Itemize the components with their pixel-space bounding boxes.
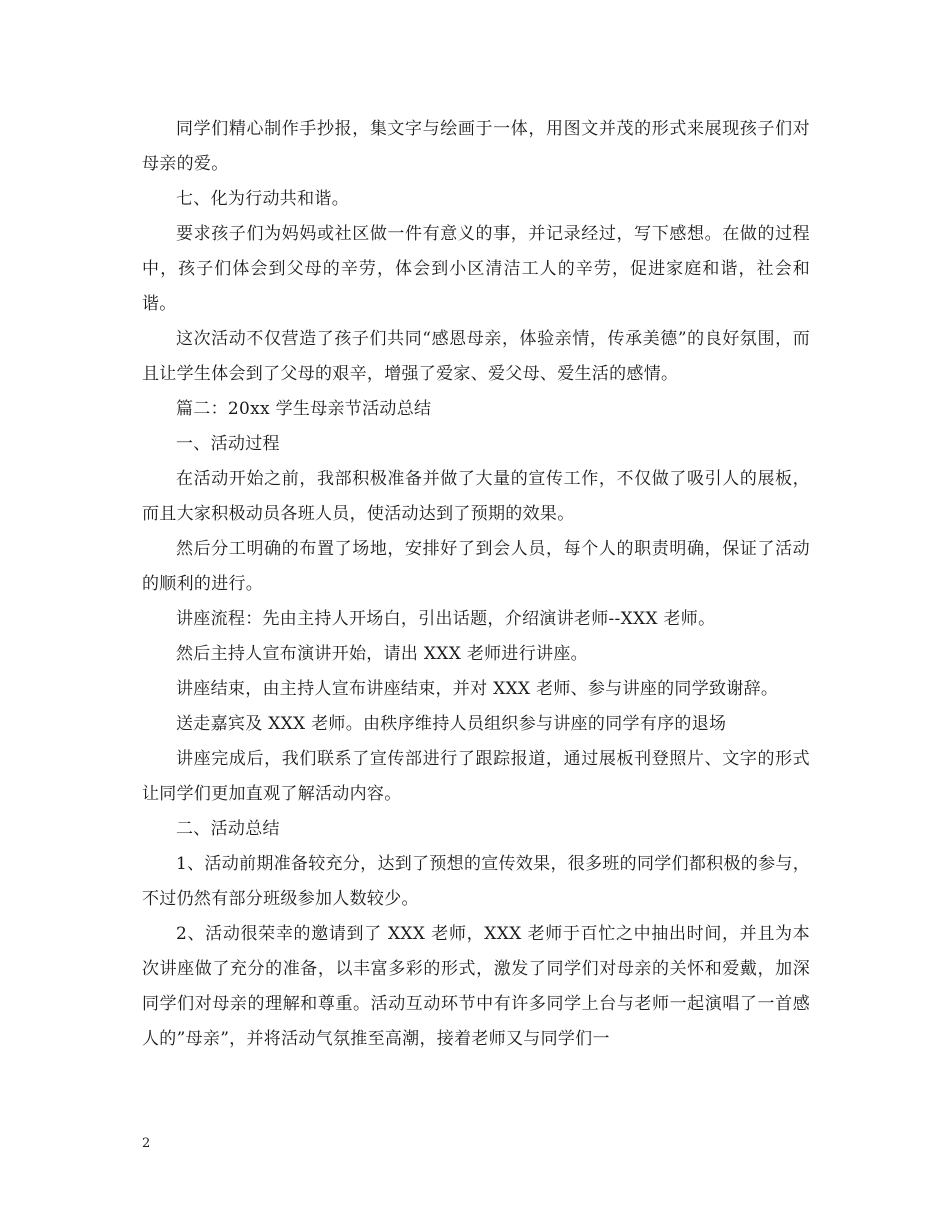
section-heading: 二、活动总结 (176, 819, 280, 839)
paragraph: 讲座完成后，我们联系了宣传部进行了跟踪报道，通过展板刊登照片、文字的形式让同学们更加直观了解活动内容。 (142, 749, 810, 804)
paragraph: 要求孩子们为妈妈或社区做一件有意义的事，并记录经过，写下感想。在做的过程中，孩子们体会到父母的辛劳，体会到小区清洁工人的辛劳，促进家庭和谐，社会和谐。 (142, 224, 810, 314)
paragraph: 送走嘉宾及 XXX 老师。由秩序维持人员组织参与讲座的同学有序的退场 (176, 714, 727, 734)
paragraph: 在活动开始之前，我部积极准备并做了大量的宣传工作，不仅做了吸引人的展板，而且大家积极动员各班人员，使活动达到了预期的效果。 (142, 469, 810, 524)
section-heading: 七、化为行动共和谐。 (176, 189, 349, 209)
page-number: 2 (142, 1136, 151, 1151)
paragraph: 讲座结束，由主持人宣布讲座结束，并对 XXX 老师、参与讲座的同学致谢辞。 (176, 679, 779, 699)
paragraph: 1、活动前期准备较充分，达到了预想的宣传效果，很多班的同学们都积极的参与，不过仍然有部分班级参加人数较少。 (142, 854, 810, 909)
paragraph: 讲座流程：先由主持人开场白，引出话题，介绍演讲老师--XXX 老师。 (176, 609, 716, 629)
document-body (142, 112, 810, 1057)
section-heading: 一、活动过程 (176, 434, 280, 454)
paragraph: 然后主持人宣布演讲开始，请出 XXX 老师进行讲座。 (176, 644, 588, 664)
paragraph: 同学们精心制作手抄报，集文字与绘画于一体，用图文并茂的形式来展现孩子们对母亲的爱。 (142, 119, 810, 174)
paragraph: 这次活动不仅营造了孩子们共同“感恩母亲，体验亲情，传承美德”的良好氛围，而且让学生体会到了父母的艰辛，增强了爱家、爱父母、爱生活的感情。 (142, 329, 810, 384)
article-title: 篇二：20xx 学生母亲节活动总结 (176, 399, 432, 419)
paragraph: 然后分工明确的布置了场地，安排好了到会人员，每个人的职责明确，保证了活动的顺利的进行。 (142, 539, 810, 594)
paragraph: 2、活动很荣幸的邀请到了 XXX 老师，XXX 老师于百忙之中抽出时间，并且为本次讲座做了充分的准备，以丰富多彩的形式，激发了同学们对母亲的关怀和爱戴，加深同学们对母亲的理解和尊重。活动互动环节中有许多同学上台与老师一起演唱了一首感人的”母亲”，并将活动气氛推至高潮，接着老师又与同学们一 (142, 924, 810, 1049)
